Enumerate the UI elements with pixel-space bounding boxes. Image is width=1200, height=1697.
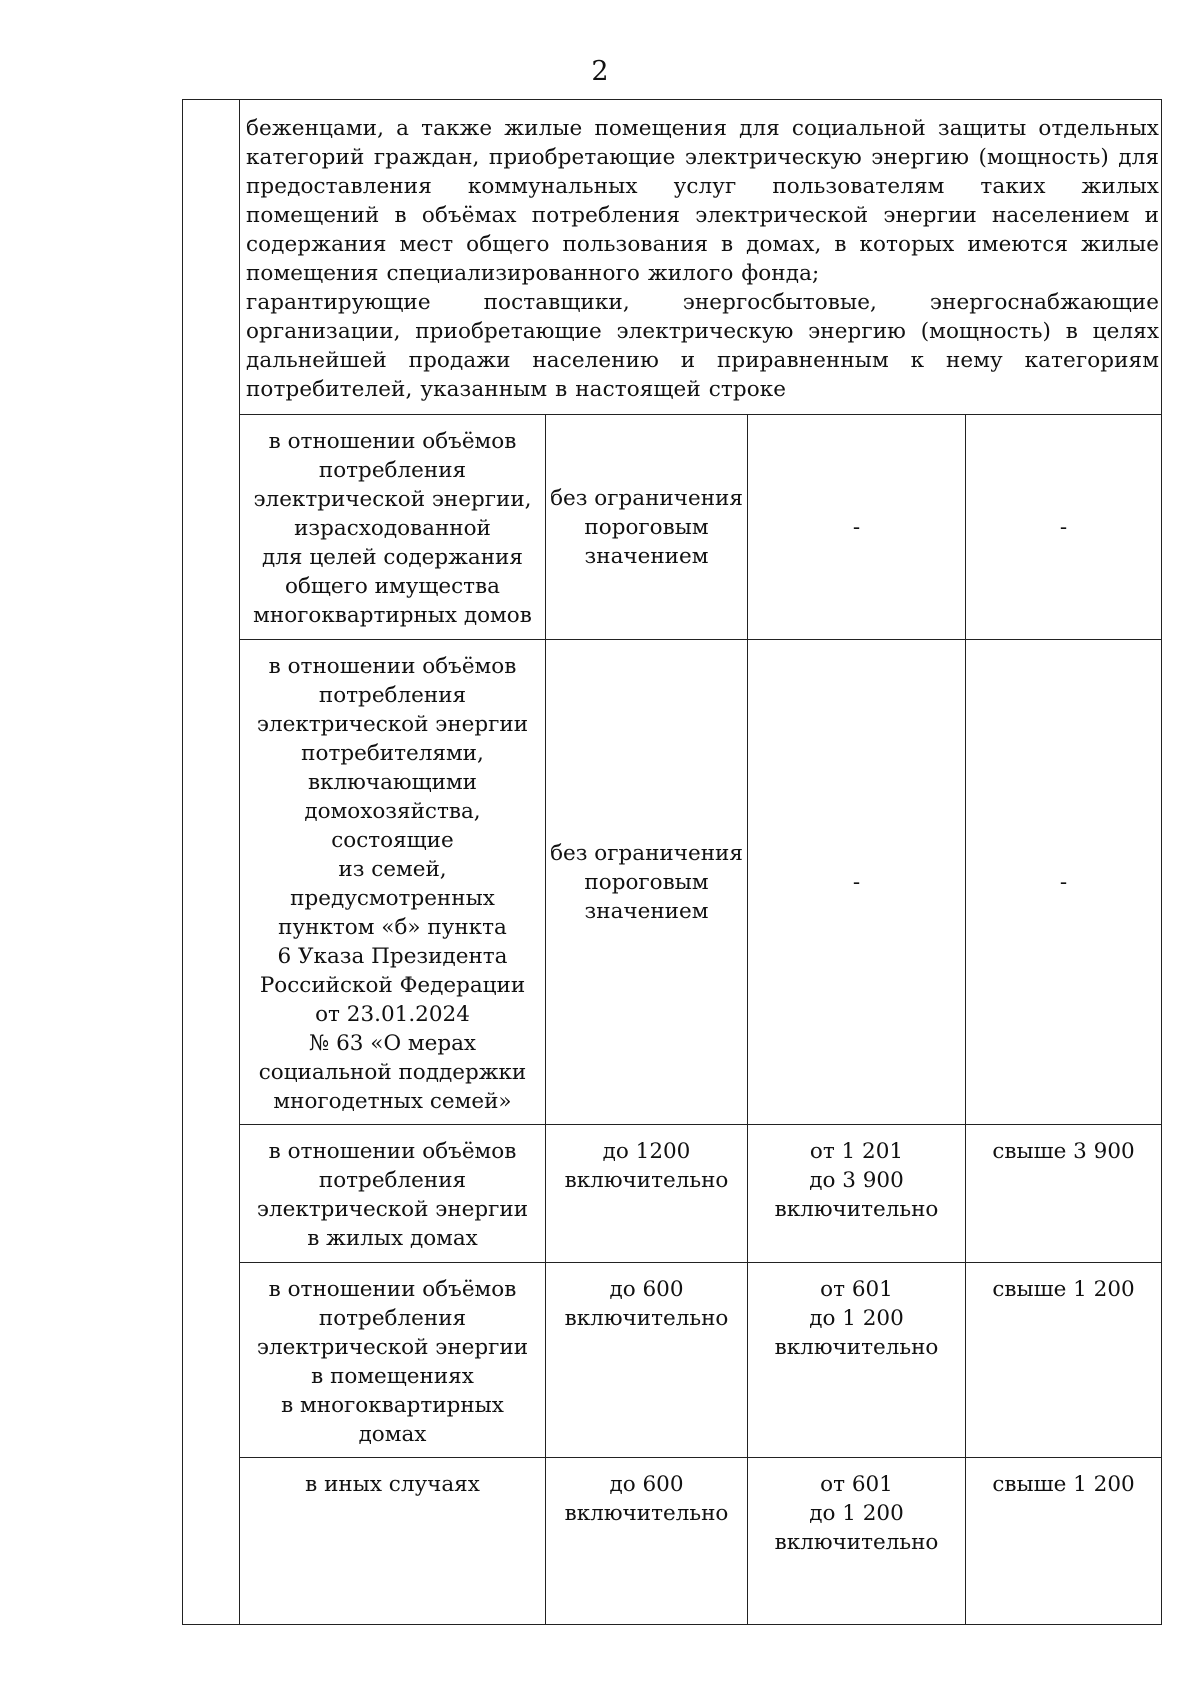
category-cell: в отношении объёмов потребления электрической энергии в помещениях в многоквартирных домах (240, 1263, 546, 1458)
index-cell (183, 100, 240, 1625)
range-2-cell: - (748, 640, 966, 1125)
intro-row (183, 100, 1162, 415)
category-cell: в отношении объёмов потребления электрической энергии, израсходованной для целей содержания общего имущества многоквартирных домов (240, 415, 546, 640)
range-1-cell: до 600 включительно (546, 1263, 748, 1458)
table-row (183, 415, 1162, 640)
range-2-cell: - (748, 415, 966, 640)
range-3-cell: свыше 1 200 (966, 1263, 1162, 1458)
table-row (183, 1458, 1162, 1625)
range-2-cell: от 601 до 1 200 включительно (748, 1458, 966, 1625)
table-row (183, 1263, 1162, 1458)
range-1-cell: до 600 включительно (546, 1458, 748, 1625)
intro-paragraph: беженцами, а также жилые помещения для социальной защиты отдельных категорий граждан, приобретающие электрическую энергию (мощность) для предоставления коммунальных услуг пользователям таких жилых помещений в объёмах потребления электрической энергии населением и содержания мест общего пользования в домах, в которых имеются жилые помещения специализированного жилого фонда; (246, 116, 1160, 286)
intro-paragraph: гарантирующие поставщики, энергосбытовые, энергоснабжающие организации, приобретающие электрическую энергию (мощность) в целях дальнейшей продажи населению и приравненным к нему категориям потребителей, указанным в настоящей строке (246, 290, 1160, 402)
range-3-cell: свыше 3 900 (966, 1125, 1162, 1263)
table-row (183, 640, 1162, 1125)
range-2-cell: от 601 до 1 200 включительно (748, 1263, 966, 1458)
page-number: 2 (591, 56, 609, 87)
tariff-table (182, 99, 1162, 1625)
range-3-cell: - (966, 640, 1162, 1125)
category-cell: в отношении объёмов потребления электрической энергии в жилых домах (240, 1125, 546, 1263)
table-row (183, 1125, 1162, 1263)
range-1-cell: без ограничения пороговым значением (546, 640, 748, 1125)
range-3-cell: - (966, 415, 1162, 640)
intro-cell (240, 100, 1162, 415)
range-1-cell: без ограничения пороговым значением (546, 415, 748, 640)
range-1-cell: до 1200 включительно (546, 1125, 748, 1263)
range-3-cell: свыше 1 200 (966, 1458, 1162, 1625)
category-cell: в отношении объёмов потребления электрической энергии потребителями, включающими домохозяйства, состоящие из семей, предусмотренных пунктом «б» пункта 6 Указа Президента Российской Федерации от 23.01.2024 № 63 «О мерах социальной поддержки многодетных семей» (240, 640, 546, 1125)
category-cell: в иных случаях (240, 1458, 546, 1625)
range-2-cell: от 1 201 до 3 900 включительно (748, 1125, 966, 1263)
